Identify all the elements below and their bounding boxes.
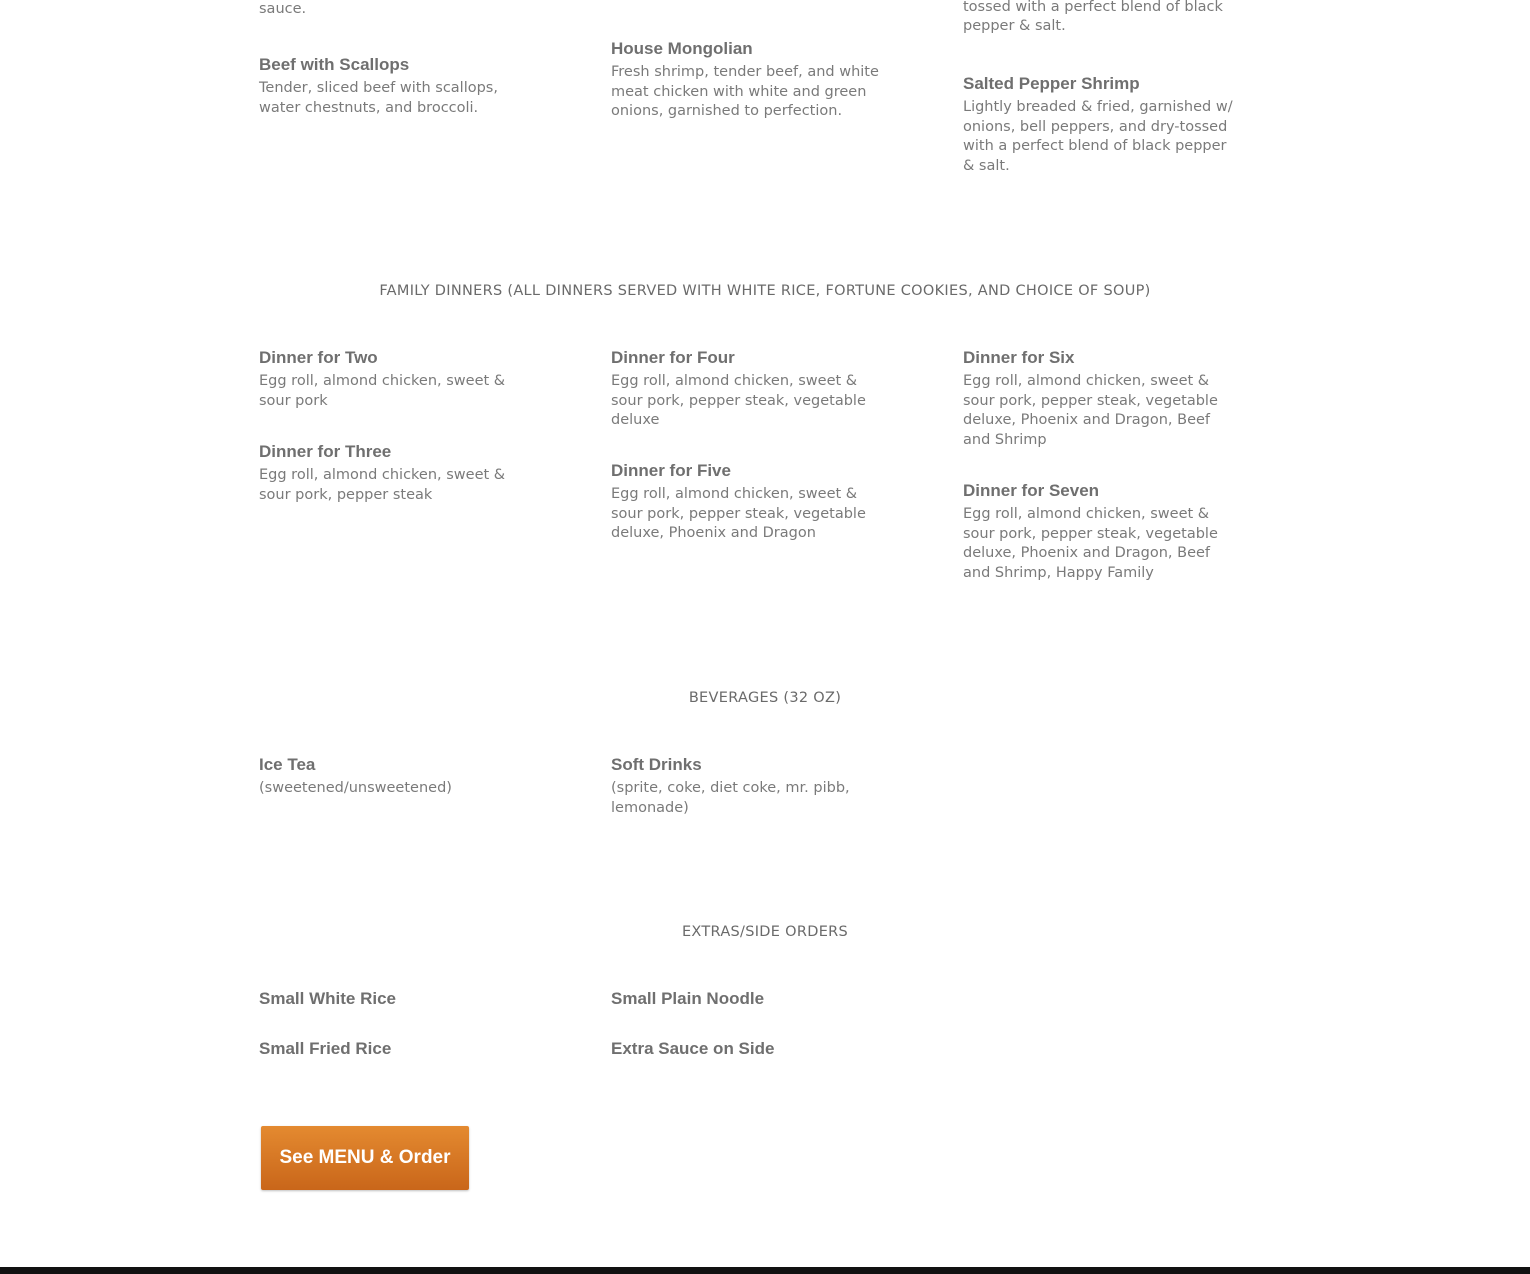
item-title: House Mongolian	[611, 39, 753, 58]
menu-item	[611, 347, 886, 431]
item-description: Egg roll, almond chicken, sweet & sour pork, pepper steak, vegetable deluxe, Phoenix and Dragon	[611, 486, 866, 541]
menu-item	[611, 1038, 886, 1063]
item-description: Egg roll, almond chicken, sweet & sour pork, pepper steak, vegetable deluxe	[611, 373, 866, 428]
menu-item	[611, 38, 886, 122]
menu-item	[611, 754, 886, 818]
footer-bar	[0, 1267, 1530, 1274]
item-description: Fresh shrimp, tender beef, and white meat chicken with white and green onions, garnished to perfection.	[611, 64, 879, 119]
item-description: Tender, sliced beef with scallops, water chestnuts, and broccoli.	[259, 80, 498, 116]
item-description: Egg roll, almond chicken, sweet & sour pork, pepper steak	[259, 467, 506, 503]
item-description: tossed with a perfect blend of black pepper & salt.	[963, 0, 1223, 34]
item-description: (sprite, coke, diet coke, mr. pibb, lemonade)	[611, 780, 850, 816]
menu-item	[259, 754, 534, 799]
section-title-family-dinners: FAMILY DINNERS (ALL DINNERS SERVED WITH WHITE RICE, FORTUNE COOKIES, AND CHOICE OF SOUP)	[379, 283, 1151, 299]
section-title-beverages: BEVERAGES (32 OZ)	[688, 690, 842, 706]
menu-item	[611, 988, 886, 1013]
item-description: Egg roll, almond chicken, sweet & sour pork, pepper steak, vegetable deluxe, Phoenix and Dragon, Beef and Shrimp, Happy Family	[963, 506, 1218, 581]
item-description: Lightly breaded & fried, garnished w/ onions, bell peppers, and dry-tossed with a perfect blend of black pepper & salt.	[963, 99, 1233, 174]
item-title: Salted Pepper Shrimp	[963, 74, 1140, 93]
item-title: Dinner for Three	[259, 442, 392, 461]
item-title: Dinner for Six	[963, 348, 1075, 367]
menu-item-fragment	[259, 0, 534, 19]
see-menu-order-button[interactable]: See MENU & Order	[261, 1126, 469, 1190]
menu-item	[963, 73, 1238, 176]
item-description: Egg roll, almond chicken, sweet & sour pork, pepper steak, vegetable deluxe, Phoenix and Dragon, Beef and Shrimp	[963, 373, 1218, 448]
menu-item-fragment	[963, 0, 1238, 37]
menu-item	[259, 54, 534, 118]
item-title: Ice Tea	[259, 755, 316, 774]
item-title: Small Fried Rice	[259, 1039, 392, 1058]
item-description: sauce.	[259, 0, 307, 17]
item-title: Dinner for Four	[611, 348, 735, 367]
item-title: Dinner for Two	[259, 348, 378, 367]
menu-item	[259, 988, 534, 1013]
item-description	[611, 0, 886, 3]
menu-item	[259, 347, 534, 411]
menu-item-fragment	[611, 0, 886, 3]
section-title-extras: EXTRAS/SIDE ORDERS	[681, 924, 849, 940]
item-title: Beef with Scallops	[259, 55, 410, 74]
item-title: Dinner for Seven	[963, 481, 1100, 500]
item-title: Dinner for Five	[611, 461, 731, 480]
menu-item	[963, 347, 1238, 450]
menu-item	[611, 460, 886, 544]
item-title: Small White Rice	[259, 989, 396, 1008]
item-title: Small Plain Noodle	[611, 989, 765, 1008]
menu-item	[963, 480, 1238, 583]
menu-item	[259, 1038, 534, 1063]
item-description: Egg roll, almond chicken, sweet & sour pork	[259, 373, 506, 409]
menu-item	[259, 441, 534, 505]
item-description: (sweetened/unsweetened)	[259, 780, 452, 796]
item-title: Soft Drinks	[611, 755, 702, 774]
item-title: Extra Sauce on Side	[611, 1039, 775, 1058]
